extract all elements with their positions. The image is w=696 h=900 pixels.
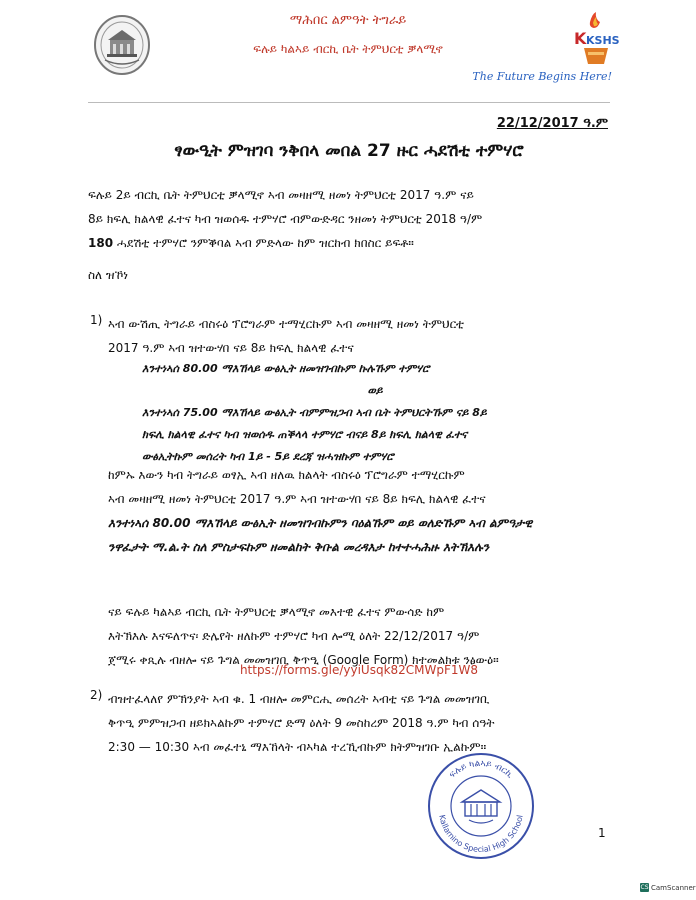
svg-text:ፍሉይ ካልኣይ ብርኪ xyxy=(448,759,515,781)
item-2-line: ቅጥዒ ምምዝጋብ ዘይክኣልኩም ተምሃሮ ድማ ዕለት 9 መስከረም 2018 ዓ.ም ካብ ሰዓት xyxy=(108,716,495,730)
eligibility-criteria xyxy=(142,358,608,468)
document-date: 22/12/2017 ዓ.ም xyxy=(496,116,608,131)
paragraph-line: እትኽእሉ እናፍለጥና፡ ድሌየት ዘለኩም ተምሃሮ ካብ ሎሚ ዕለት 22/12/2017 ዓ/ም xyxy=(108,629,480,643)
paragraph-line: ጀሚሩ ቀጺሉ ብዘሎ ናይ ጉግል መመዝገቢ ቅጥዒ (Google Form) ክተመልክቱ ንፅውዕ። xyxy=(108,653,499,667)
registration-paragraph xyxy=(108,600,610,672)
item-1-line: 2017 ዓ.ም ኣብ ዝተውሃበ ናይ 8ይ ክፍሊ ክልላዊ ፈተና xyxy=(108,341,354,355)
svg-text:K: K xyxy=(574,29,587,48)
conditions-label: ስለ ዝኾነ xyxy=(88,268,129,282)
item-number-2: 2) xyxy=(90,688,103,702)
organization-name: ማሕበር ልምዓት ትግራይ xyxy=(289,13,407,28)
item-1-line: ኣብ ውሽጢ ትግራይ ብስሩዕ ፕሮግራም ተማሂርኩም ኣብ መዛዘሚ ዘመነ ትምህርቲ xyxy=(108,317,464,331)
school-building-icon xyxy=(462,790,500,823)
school-stamp xyxy=(425,750,537,862)
item-2-line: ብዝተፈላለየ ምኽንያት ኣብ ቁ. 1 ብዘሎ መምርሒ መሰረት ኣብቲ ናይ ጉግል መመዝገቢ xyxy=(108,692,490,706)
intro-line: 8ይ ክፍሊ ክልላዊ ፈተና ካብ ዝወሰዱ ተምሃሮ ብምውድዳር ንዘመነ ትምህርቲ 2018 ዓ/ም xyxy=(88,212,483,226)
logo-text: KSHS xyxy=(586,34,620,47)
item-2-text xyxy=(108,687,610,759)
stamp-bottom-text: Kallamino Special High School xyxy=(437,814,525,855)
stamp-top-text: ፍሉይ ካልኣይ ብርኪ xyxy=(447,758,515,781)
google-form-link[interactable]: https://forms.gle/yyiUsqk82CMWpF1W8 xyxy=(239,663,479,677)
paragraph-line: ኣብ መዛዘሚ ዘመነ ትምህርቲ 2017 ዓ.ም ኣብ ዝተውሃበ ናይ 8ይ ክፍሊ ክልላዊ ፈተና xyxy=(108,492,486,506)
document-title: ፃውዒት ምዝገባ ንቅበላ መበል 27 ዙር ሓደሽቲ ተምሃሮ xyxy=(174,141,524,161)
outside-region-paragraph xyxy=(108,463,610,559)
criterion-b-line: እንተነኣሰ 75.00 ማእኸላይ ውፅኢት ብምምዝጋብ ኣብ ቤት ትምህርትኹም ናይ 8ይ xyxy=(142,406,487,419)
school-emblem-icon xyxy=(93,14,151,76)
intro-line: ፍሉይ 2ይ ብርኪ ቤት ትምህርቲ ቓላሚኖ ኣብ መዛዘሚ ዘመነ ትምህርቲ 2017 ዓ.ም ናይ xyxy=(88,188,474,202)
header-divider xyxy=(88,102,610,103)
tagline: The Future Begins Here! xyxy=(472,70,612,83)
paragraph-line: ናይ ፍሉይ ካልኣይ ብርኪ ቤት ትምህርቲ ቓላሚኖ መእተዊ ፈተና ምውሳድ ከም xyxy=(108,605,445,619)
scanner-watermark xyxy=(640,883,696,892)
page-number: 1 xyxy=(598,826,606,840)
intro-paragraph xyxy=(88,183,610,255)
item-1-text xyxy=(108,312,610,360)
torch-logo-icon xyxy=(570,12,622,70)
admission-count: 180 xyxy=(88,236,114,250)
paragraph-line: ከምኡ እውን ካብ ትግራይ ወፃኢ ኣብ ዘለዉ ክልላት ብስሩዕ ፕሮግራም ተማሂርኩም xyxy=(108,468,465,482)
criterion-or: ወይ xyxy=(367,384,383,397)
paragraph-line: እንተነኣሰ 80.00 ማእኸላይ ውፅኢት ዘመዝገብኩምን ባዕልኹም ወይ ወለድኹም ኣብ ልምዓታዊ xyxy=(108,516,533,530)
criterion-b-line: ውፅኢትኩም መሰረት ካብ 1ይ - 5ይ ደረጃ ዝሓዝኩም ተምሃሮ xyxy=(142,450,394,463)
scanner-label: CamScanner xyxy=(651,883,696,892)
criterion-a: እንተነኣሰ 80.00 ማእኸላይ ውፅኢት ዘመዝገብኩም ኩሉኹም ተምሃሮ xyxy=(142,362,430,375)
school-name: ፍሉይ ካልኣይ ብርኪ ቤት ትምህርቲ ቓላሚኖ xyxy=(253,42,443,56)
item-number-1: 1) xyxy=(90,313,103,327)
criterion-b-line: ክፍሊ ክልላዊ ፈተና ካብ ዝወሰዱ ጠቕላላ ተምሃሮ ብናይ 8ይ ክፍሊ ክልላዊ ፈተና xyxy=(142,428,468,441)
item-2-line: 2:30 — 10:30 ኣብ መፈተኒ ማእኸላት ብኣካል ተረኺብኩም ክትምዝገቡ ኢልኩም። xyxy=(108,740,487,754)
intro-line-rest: ሓደሽቲ ተምሃሮ ንምቕባል ኣብ ምድላው ከም ዝርከብ ክበስር ይፍቶ። xyxy=(116,236,414,250)
paragraph-line: ንዋፈታት ማ.ል.ት ስለ ምስታፍኩም ዘመልከት ቅቡል መረዳእታ ከተተሓሕዙ እትኽእሉን xyxy=(108,540,490,554)
camscanner-icon: CS xyxy=(640,884,649,891)
intro-line xyxy=(88,231,610,255)
